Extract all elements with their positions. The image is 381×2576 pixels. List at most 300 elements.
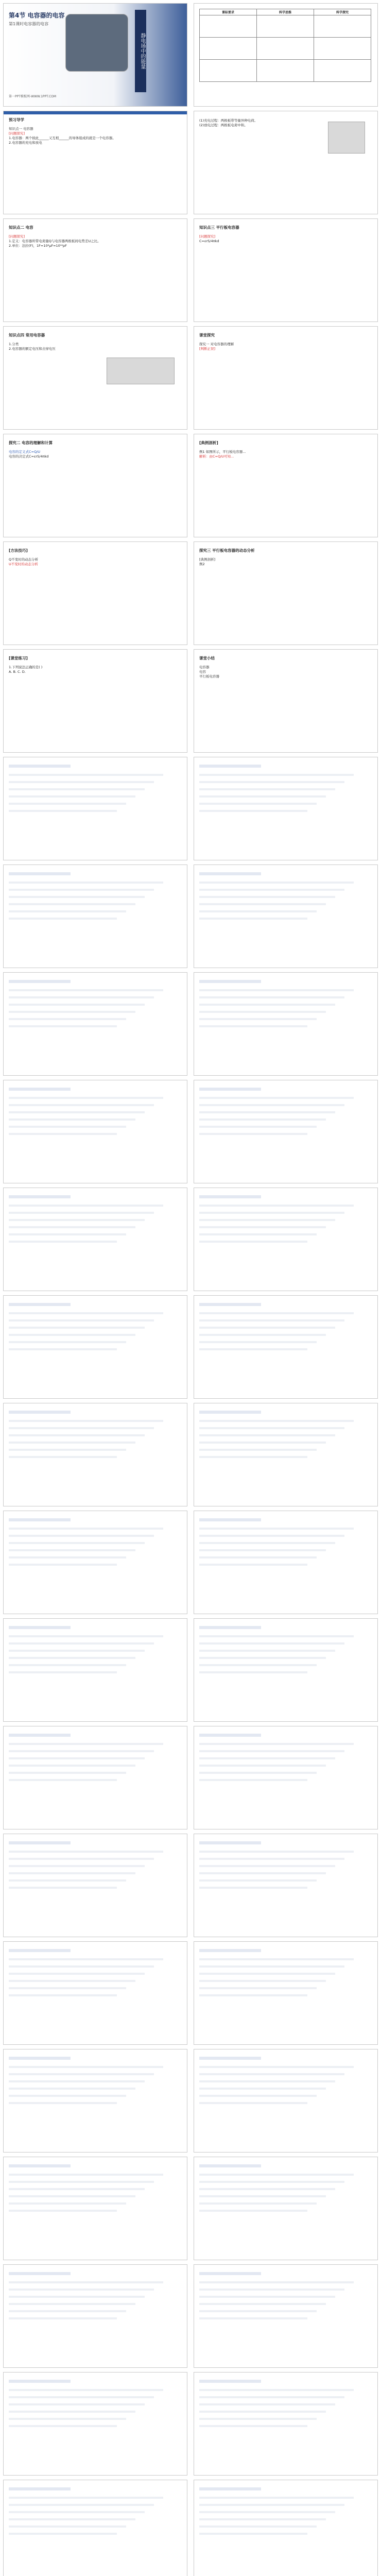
text-placeholder (9, 2296, 145, 2298)
text-placeholder (199, 1312, 354, 1314)
text-placeholder (199, 1133, 307, 1135)
text-placeholder (199, 1671, 307, 1673)
text-line: 电容 (199, 670, 206, 674)
text-placeholder (9, 1111, 145, 1113)
text-placeholder (199, 1626, 261, 1629)
text-placeholder (9, 1635, 163, 1637)
vertical-title: 静电场中的能量 (135, 10, 146, 92)
capacitor-photo (65, 14, 128, 72)
lesson-title: 第4节 电容器的电容 (9, 12, 65, 19)
text-placeholder (9, 2073, 154, 2075)
slide-title: 课堂小结 (199, 656, 215, 660)
text-placeholder (9, 903, 135, 905)
text-line: 探究一 对电容器的理解 (199, 342, 234, 346)
slide-title: 课堂探究 (199, 333, 215, 337)
text-placeholder (199, 1025, 307, 1027)
slide-preview-2 (194, 111, 378, 214)
text-placeholder (9, 996, 154, 998)
text-placeholder (9, 1420, 163, 1422)
slide-title: 探究三 平行板电容器的动态分析 (199, 548, 255, 553)
text-line: (2)放电过程：两极板电荷中和。 (199, 123, 248, 127)
slide-preview-44 (194, 2372, 378, 2476)
slide-title: [方法技巧] (9, 548, 28, 553)
text-placeholder (199, 2210, 307, 2212)
text-placeholder (199, 1303, 261, 1306)
text-placeholder (199, 795, 326, 798)
text-placeholder (9, 2289, 154, 2291)
text-placeholder (199, 872, 261, 875)
text-placeholder (199, 1657, 326, 1659)
text-placeholder (199, 1765, 326, 1767)
text-placeholder (9, 1887, 117, 1889)
text-placeholder (9, 1757, 145, 1759)
text-placeholder (9, 2303, 135, 2305)
text-placeholder (9, 2396, 154, 2398)
text-placeholder (199, 918, 307, 920)
text-placeholder (9, 1965, 154, 1968)
slide-title: 知识点四 常用电容器 (9, 333, 45, 337)
text-placeholder (199, 803, 317, 805)
text-placeholder (9, 2526, 126, 2528)
text-placeholder (199, 1973, 335, 1975)
slide-preview-19 (3, 1080, 187, 1183)
slide-title: [典例剖析] (199, 440, 218, 445)
text-placeholder (199, 2526, 317, 2528)
text-placeholder (9, 910, 126, 912)
text-placeholder (9, 1851, 163, 1853)
text-placeholder (199, 980, 261, 983)
text-placeholder (9, 2403, 145, 2405)
text-placeholder (9, 1312, 163, 1314)
text-placeholder (199, 1004, 335, 1006)
text-placeholder (199, 2310, 317, 2312)
text-placeholder (9, 1195, 71, 1198)
text-placeholder (9, 1987, 126, 1989)
text-placeholder (199, 882, 354, 884)
text-placeholder (199, 2095, 317, 2097)
slide-title: 知识点三 平行板电容器 (199, 225, 239, 230)
slide-preview-4 (194, 218, 378, 322)
text-line: (1)充电过程：两极板带等量异种电荷。 (199, 118, 258, 123)
text-placeholder (9, 1772, 126, 1774)
text-placeholder (9, 882, 163, 884)
text-placeholder (199, 1987, 317, 1989)
text-placeholder (9, 1518, 71, 1521)
text-placeholder (9, 2066, 163, 2068)
text-placeholder (9, 2080, 145, 2082)
slide-preview-13 (3, 757, 187, 860)
text-placeholder (199, 2080, 335, 2082)
text-placeholder (199, 2533, 307, 2535)
text-placeholder (199, 1858, 344, 1860)
text-placeholder (199, 2518, 326, 2520)
text-placeholder (199, 1348, 307, 1350)
slide-preview-32 (194, 1726, 378, 1829)
text-placeholder (9, 1319, 154, 1321)
text-placeholder (199, 2380, 261, 2383)
text-placeholder (199, 1420, 354, 1422)
text-placeholder (9, 1118, 135, 1121)
text-placeholder (199, 2281, 354, 2283)
text-placeholder (9, 1671, 117, 1673)
text-line: [问题探究] (9, 234, 25, 239)
text-placeholder (199, 903, 326, 905)
text-placeholder (199, 2511, 335, 2513)
text-placeholder (199, 1111, 335, 1113)
slide-preview-35 (3, 1941, 187, 2045)
text-placeholder (199, 996, 344, 998)
text-placeholder (9, 2188, 145, 2190)
text-placeholder (9, 2389, 163, 2391)
text-placeholder (199, 1750, 344, 1752)
text-line: [问题探究] (199, 234, 216, 239)
text-placeholder (9, 1626, 71, 1629)
text-placeholder (9, 1233, 126, 1235)
text-placeholder (9, 2164, 71, 2167)
text-placeholder (9, 2281, 163, 2283)
text-placeholder (199, 1118, 326, 1121)
text-placeholder (199, 2317, 307, 2319)
text-line: [典例剖析] (199, 557, 216, 562)
text-placeholder (199, 1411, 261, 1414)
text-placeholder (9, 2310, 126, 2312)
text-placeholder (199, 1642, 344, 1645)
text-placeholder (9, 1104, 154, 1106)
text-placeholder (199, 2181, 344, 2183)
slide-title: 探究二 电容的理解和计算 (9, 440, 53, 445)
text-placeholder (9, 1657, 135, 1659)
text-placeholder (9, 1327, 145, 1329)
slide-preview-37 (3, 2049, 187, 2153)
text-placeholder (9, 1556, 126, 1558)
text-placeholder (199, 1851, 354, 1853)
slide-preview-43 (3, 2372, 187, 2476)
text-placeholder (199, 1011, 326, 1013)
slide-preview-30 (194, 1618, 378, 1722)
text-placeholder (199, 2202, 317, 2205)
text-placeholder (9, 1650, 145, 1652)
text-line: [问题探究] (9, 131, 25, 135)
text-placeholder (9, 1765, 135, 1767)
text-placeholder (199, 1772, 317, 1774)
text-line: 2.电容器的额定电压和击穿电压 (9, 347, 56, 351)
text-placeholder (9, 1872, 135, 1874)
text-line: 2.电容器的充电和放电 (9, 141, 42, 145)
text-placeholder (9, 1456, 117, 1458)
slide-preview-6 (194, 326, 378, 430)
text-placeholder (9, 1411, 71, 1414)
slide-title: 知识点二 电容 (9, 225, 33, 230)
text-placeholder (9, 1564, 117, 1566)
text-placeholder (9, 2518, 135, 2520)
objectives-table: 课标要求 科学思维 科学探究 (199, 9, 371, 82)
text-placeholder (9, 2504, 154, 2506)
slide-preview-10 (194, 541, 378, 645)
text-placeholder (199, 2272, 261, 2275)
slide-preview-20 (194, 1080, 378, 1183)
slide-preview-38 (194, 2049, 378, 2153)
text-placeholder (199, 889, 344, 891)
text-line: 电容的决定式C=εrS/4πkd (9, 454, 49, 459)
text-placeholder (9, 1011, 135, 1013)
text-placeholder (9, 1664, 126, 1666)
text-placeholder (199, 1980, 326, 1982)
text-placeholder (9, 1841, 71, 1844)
site-text: 第一PPT模板网-WWW.1PPT.COM (9, 95, 57, 98)
slide-preview-41 (3, 2264, 187, 2368)
text-placeholder (199, 2066, 354, 2068)
text-placeholder (9, 2272, 71, 2275)
text-placeholder (9, 2411, 135, 2413)
text-placeholder (9, 1126, 126, 1128)
text-line: 1.下列说法正确的是( ) (9, 665, 43, 669)
text-placeholder (199, 2174, 354, 2176)
text-placeholder (9, 803, 126, 805)
text-placeholder (199, 1528, 354, 1530)
text-placeholder (199, 1542, 335, 1544)
text-placeholder (199, 2425, 307, 2427)
text-line: 1.电容器：两个彼此______又互相______的导体组成的就是一个电容器。 (9, 136, 116, 140)
text-placeholder (199, 2504, 344, 2506)
text-line: 例2 (199, 562, 205, 566)
text-placeholder (199, 2487, 261, 2490)
text-placeholder (9, 765, 71, 768)
text-placeholder (199, 1088, 261, 1091)
text-placeholder (9, 896, 145, 898)
text-placeholder (9, 889, 154, 891)
text-placeholder (9, 1097, 163, 1099)
text-placeholder (9, 2425, 117, 2427)
text-placeholder (199, 1434, 335, 1436)
text-placeholder (199, 1994, 307, 1996)
slide-preview-39 (3, 2157, 187, 2260)
text-placeholder (199, 1958, 354, 1960)
text-placeholder (9, 1949, 71, 1952)
text-placeholder (9, 1025, 117, 1027)
text-placeholder (199, 2403, 335, 2405)
text-placeholder (199, 1635, 354, 1637)
text-placeholder (199, 2411, 326, 2413)
text-placeholder (199, 1841, 261, 1844)
slide-preview-11 (3, 649, 187, 753)
text-placeholder (9, 810, 117, 812)
text-line: 2.单位：法拉(F)，1F=10⁶μF=10¹²pF (9, 244, 67, 248)
text-placeholder (9, 1542, 145, 1544)
text-placeholder (9, 1334, 135, 1336)
text-placeholder (199, 1518, 261, 1521)
text-placeholder (199, 810, 307, 812)
slide-preview-40 (194, 2157, 378, 2260)
text-placeholder (9, 1004, 145, 1006)
slide-preview-16 (194, 865, 378, 968)
text-placeholder (199, 1427, 344, 1429)
text-placeholder (199, 1018, 317, 1020)
text-placeholder (199, 910, 317, 912)
text-line: [判断正误] (199, 347, 216, 351)
text-placeholder (9, 2418, 126, 2420)
text-placeholder (9, 1212, 154, 1214)
text-placeholder (199, 765, 261, 768)
text-placeholder (9, 2095, 126, 2097)
text-placeholder (9, 1980, 135, 1982)
text-placeholder (199, 2296, 335, 2298)
text-line: U不变时的动态分析 (9, 562, 38, 566)
text-placeholder (9, 788, 145, 790)
text-placeholder (199, 2057, 261, 2060)
text-placeholder (199, 781, 344, 783)
text-placeholder (9, 1743, 163, 1745)
text-placeholder (9, 1734, 71, 1737)
text-placeholder (199, 1233, 317, 1235)
text-placeholder (199, 1241, 307, 1243)
text-placeholder (199, 1226, 326, 1228)
text-placeholder (9, 2202, 126, 2205)
text-placeholder (9, 2174, 163, 2176)
text-placeholder (199, 2195, 326, 2197)
text-placeholder (199, 1879, 317, 1882)
text-placeholder (199, 2188, 335, 2190)
slide-preview-17 (3, 972, 187, 1076)
text-placeholder (199, 2396, 344, 2398)
text-line: 例1 如图所示，平行板电容器... (199, 450, 246, 454)
slide-preview-23 (3, 1295, 187, 1399)
text-placeholder (9, 1427, 154, 1429)
text-placeholder (9, 2317, 117, 2319)
text-placeholder (199, 989, 354, 991)
text-placeholder (9, 2088, 135, 2090)
text-line: Q不变时的动态分析 (9, 557, 39, 562)
slide-title: 预习导学 (9, 117, 24, 122)
text-placeholder (199, 1205, 354, 1207)
slide-preview-1 (3, 111, 187, 214)
slide-preview-26 (194, 1403, 378, 1506)
text-placeholder (9, 774, 163, 776)
slide-preview-42 (194, 2264, 378, 2368)
slide-preview-18 (194, 972, 378, 1076)
text-placeholder (9, 1133, 117, 1135)
text-placeholder (199, 1556, 317, 1558)
text-placeholder (9, 795, 135, 798)
text-placeholder (9, 1205, 163, 1207)
text-placeholder (199, 1779, 307, 1781)
slide-preview-21 (3, 1188, 187, 1291)
lesson-subtitle: 第1课时电容器的电容 (9, 22, 49, 26)
cover-slide (3, 3, 187, 107)
slide-table (194, 3, 378, 107)
text-placeholder (199, 2303, 326, 2305)
text-line: 电容的定义式C=Q/U (9, 450, 41, 454)
slide-preview-45 (3, 2480, 187, 2576)
slide-preview-3 (3, 218, 187, 322)
text-placeholder (9, 2487, 71, 2490)
text-line: A. B. C. D. (9, 670, 26, 674)
text-placeholder (199, 1757, 335, 1759)
text-placeholder (199, 2289, 344, 2291)
text-placeholder (199, 1219, 335, 1221)
text-placeholder (9, 2511, 145, 2513)
text-placeholder (199, 1341, 317, 1343)
slide-preview-25 (3, 1403, 187, 1506)
text-placeholder (199, 1865, 335, 1867)
text-placeholder (9, 2102, 117, 2104)
text-line: 平行板电容器 (199, 674, 219, 679)
text-placeholder (9, 1088, 71, 1091)
text-placeholder (9, 1973, 145, 1975)
text-placeholder (9, 1994, 117, 1996)
text-placeholder (9, 1535, 154, 1537)
slide-title: [课堂练习] (9, 656, 28, 660)
text-placeholder (199, 2102, 307, 2104)
text-placeholder (9, 2195, 135, 2197)
text-placeholder (9, 1348, 117, 1350)
capacitor-types-image (107, 358, 175, 384)
text-placeholder (199, 1212, 344, 1214)
text-placeholder (9, 980, 71, 983)
slide-preview-36 (194, 1941, 378, 2045)
text-placeholder (9, 918, 117, 920)
text-placeholder (9, 872, 71, 875)
text-placeholder (199, 2073, 344, 2075)
text-placeholder (9, 1549, 135, 1551)
text-placeholder (9, 1018, 126, 1020)
text-placeholder (9, 1750, 154, 1752)
slide-preview-14 (194, 757, 378, 860)
text-placeholder (199, 1327, 335, 1329)
text-placeholder (199, 896, 335, 898)
text-placeholder (199, 774, 354, 776)
text-placeholder (9, 989, 163, 991)
figure-image (328, 122, 365, 154)
text-placeholder (9, 2497, 163, 2499)
text-placeholder (9, 1442, 135, 1444)
text-line: C=εrS/4πkd (199, 239, 219, 243)
text-placeholder (9, 1449, 126, 1451)
text-placeholder (9, 1303, 71, 1306)
text-placeholder (9, 1434, 145, 1436)
text-placeholder (199, 1664, 317, 1666)
text-line: 解析：由C=Q/U可知... (199, 454, 234, 459)
text-placeholder (199, 1887, 307, 1889)
text-line: 电容器 (199, 665, 210, 669)
text-placeholder (199, 1104, 344, 1106)
text-placeholder (9, 1241, 117, 1243)
text-placeholder (199, 1549, 326, 1551)
text-placeholder (199, 1195, 261, 1198)
slide-preview-12 (194, 649, 378, 753)
text-placeholder (9, 1779, 117, 1781)
text-placeholder (199, 788, 335, 790)
text-placeholder (9, 2057, 71, 2060)
slide-preview-15 (3, 865, 187, 968)
text-placeholder (199, 2389, 354, 2391)
text-placeholder (9, 1226, 135, 1228)
text-placeholder (199, 1535, 344, 1537)
text-placeholder (199, 1442, 326, 1444)
text-placeholder (199, 1965, 344, 1968)
text-placeholder (199, 1126, 317, 1128)
text-line: 知识点一 电容器 (9, 127, 33, 131)
slide-preview-24 (194, 1295, 378, 1399)
text-placeholder (9, 1341, 126, 1343)
text-line: 1.定义：电容器所带电荷量Q与电容器两极板间电势差U之比。 (9, 239, 101, 243)
slide-preview-27 (3, 1511, 187, 1614)
text-placeholder (199, 1872, 326, 1874)
text-placeholder (199, 1456, 307, 1458)
text-placeholder (199, 1334, 326, 1336)
text-placeholder (9, 2533, 117, 2535)
slide-preview-46 (194, 2480, 378, 2576)
text-placeholder (9, 1528, 163, 1530)
